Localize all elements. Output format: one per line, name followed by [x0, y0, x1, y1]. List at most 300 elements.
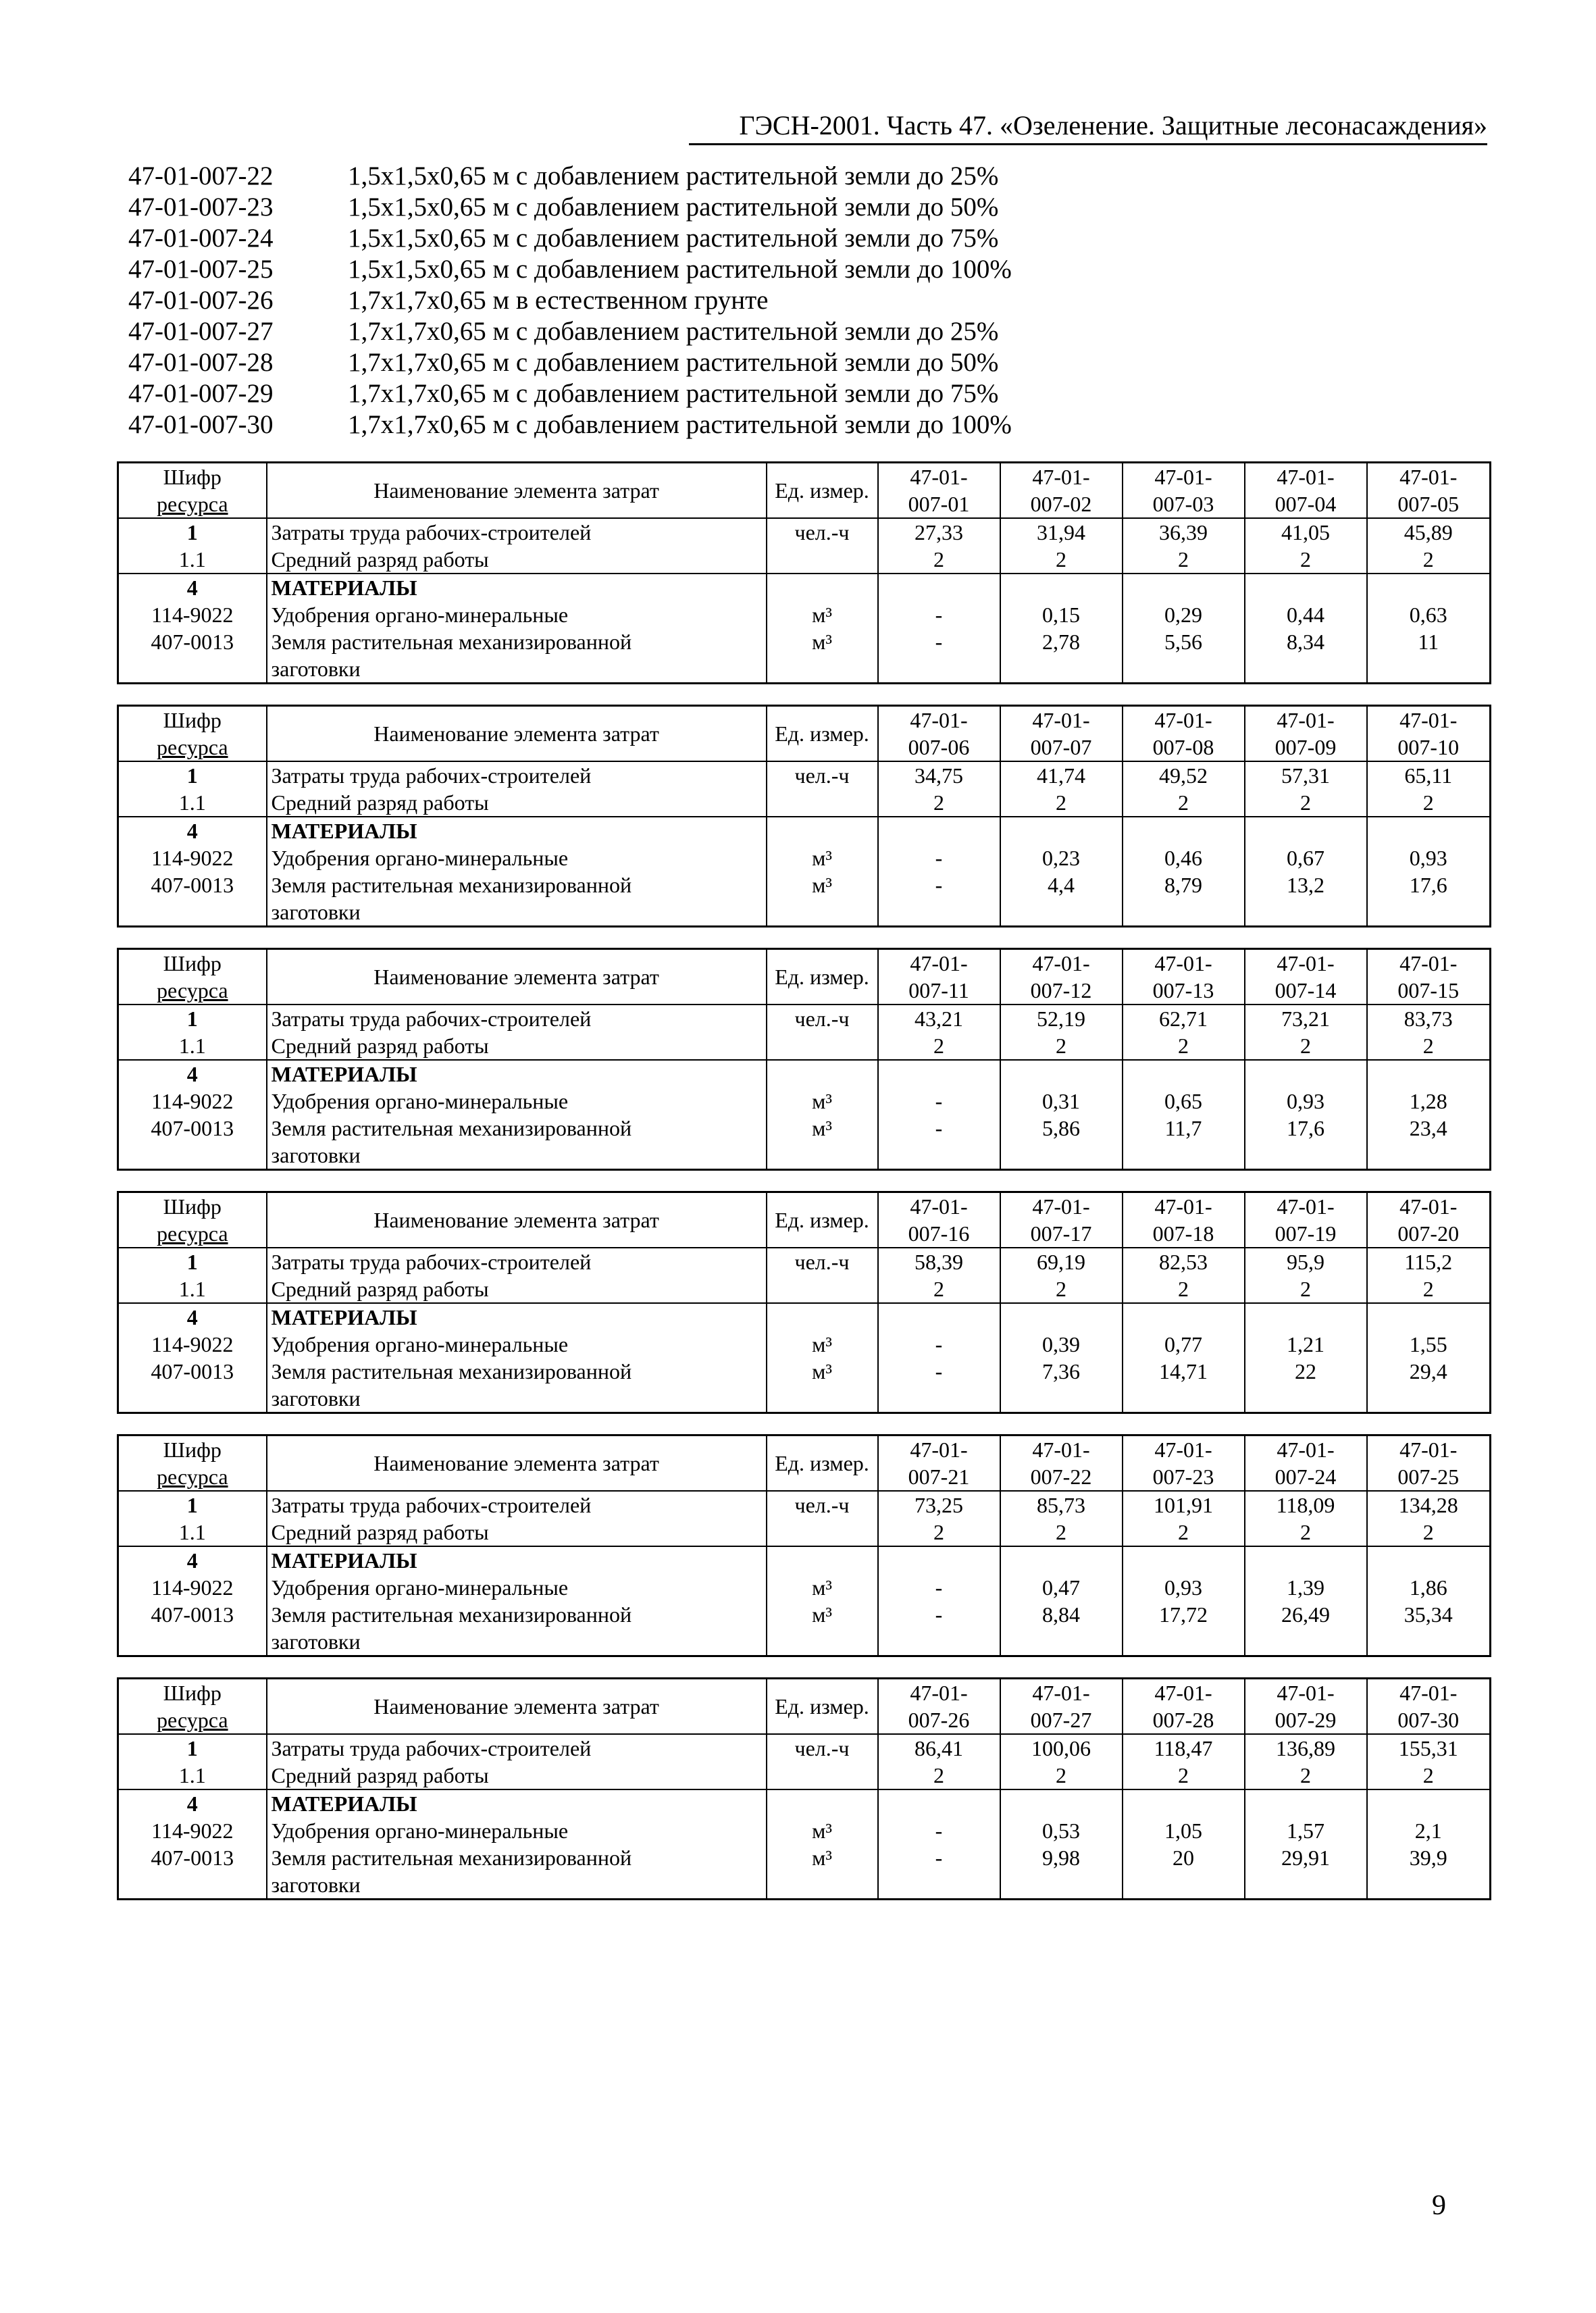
- header-code-line2: ресурса: [156, 1221, 228, 1246]
- resource-code-cell: [118, 898, 267, 927]
- unit-cell: [767, 1546, 878, 1574]
- value-cell: [1367, 574, 1491, 601]
- header-norm-code: [1123, 463, 1245, 519]
- norm-code-line2: 007-29: [1275, 1708, 1337, 1732]
- value-cell: 2: [1000, 546, 1123, 574]
- cost-name-cell: Затраты труда рабочих-строителей: [267, 1491, 767, 1519]
- value-cell: [1367, 817, 1491, 844]
- value-cell: -: [878, 1331, 1000, 1358]
- cost-table: [117, 705, 1491, 927]
- unit-cell: чел.-ч: [767, 761, 878, 789]
- intro-list: [128, 161, 1012, 440]
- value-cell: 14,71: [1123, 1358, 1245, 1385]
- norm-code-line2: 007-06: [908, 735, 970, 759]
- value-cell: 2: [1367, 1762, 1491, 1789]
- unit-cell: чел.-ч: [767, 1734, 878, 1762]
- resource-code-cell: 1.1: [118, 1519, 267, 1546]
- value-cell: [1245, 1628, 1367, 1656]
- value-cell: [878, 1142, 1000, 1170]
- value-cell: 0,46: [1123, 844, 1245, 871]
- norm-code-line1: 47-01-: [1277, 1438, 1335, 1462]
- norm-code-line1: 47-01-: [1399, 708, 1458, 732]
- value-cell: [878, 1385, 1000, 1413]
- norm-code-line2: 007-02: [1030, 492, 1092, 516]
- value-cell: -: [878, 1817, 1000, 1844]
- value-cell: 1,57: [1245, 1817, 1367, 1844]
- value-cell: [878, 1546, 1000, 1574]
- value-cell: 7,36: [1000, 1358, 1123, 1385]
- value-cell: 0,47: [1000, 1574, 1123, 1601]
- value-cell: 11,7: [1123, 1115, 1245, 1142]
- value-cell: [1367, 898, 1491, 927]
- header-code-line2: ресурса: [156, 1708, 228, 1732]
- resource-code-cell: [118, 655, 267, 684]
- value-cell: 100,06: [1000, 1734, 1123, 1762]
- value-cell: 39,9: [1367, 1844, 1491, 1871]
- unit-cell: [767, 1519, 878, 1546]
- unit-cell: [767, 1871, 878, 1900]
- value-cell: 49,52: [1123, 761, 1245, 789]
- norm-code-line2: 007-17: [1030, 1221, 1092, 1246]
- norm-code-line2: 007-27: [1030, 1708, 1092, 1732]
- header-code-line1: Шифр: [163, 1438, 222, 1462]
- value-cell: 0,23: [1000, 844, 1123, 871]
- norm-code-line2: 007-28: [1152, 1708, 1214, 1732]
- value-cell: [878, 817, 1000, 844]
- norm-code-line1: 47-01-: [1154, 1681, 1212, 1705]
- value-cell: [878, 898, 1000, 927]
- table-row-materials: [118, 574, 1491, 601]
- intro-item: [128, 347, 1012, 378]
- header-cost-name: Наименование элемента затрат: [267, 949, 767, 1005]
- value-cell: 0,65: [1123, 1088, 1245, 1115]
- intro-code: 47-01-007-28: [128, 348, 274, 377]
- unit-cell: м³: [767, 1817, 878, 1844]
- value-cell: 41,74: [1000, 761, 1123, 789]
- resource-code-cell: 4: [118, 817, 267, 844]
- norm-code-line1: 47-01-: [910, 1438, 968, 1462]
- cost-name-cell: заготовки: [267, 655, 767, 684]
- cost-name-cell: Удобрения органо-минеральные: [267, 1088, 767, 1115]
- intro-text: 1,5x1,5x0,65 м с добавлением растительной земли до 75%: [348, 224, 999, 253]
- value-cell: [1367, 1385, 1491, 1413]
- value-cell: [1000, 1142, 1123, 1170]
- table-row-labor: [118, 761, 1491, 789]
- resource-code-cell: 114-9022: [118, 1331, 267, 1358]
- value-cell: [1000, 1060, 1123, 1088]
- unit-cell: м³: [767, 601, 878, 628]
- value-cell: 11: [1367, 628, 1491, 655]
- norm-code-line2: 007-07: [1030, 735, 1092, 759]
- value-cell: [1367, 1628, 1491, 1656]
- value-cell: 27,33: [878, 518, 1000, 546]
- value-cell: [1245, 817, 1367, 844]
- norm-code-line2: 007-14: [1275, 978, 1337, 1002]
- value-cell: [878, 1060, 1000, 1088]
- resource-code-cell: 4: [118, 1789, 267, 1817]
- value-cell: [878, 1871, 1000, 1900]
- value-cell: [1123, 1303, 1245, 1331]
- header-norm-code: [878, 1192, 1000, 1248]
- cost-name-cell: Средний разряд работы: [267, 1762, 767, 1789]
- header-norm-code: [1245, 1435, 1367, 1492]
- value-cell: 26,49: [1245, 1601, 1367, 1628]
- norm-code-line2: 007-24: [1275, 1465, 1337, 1489]
- norm-code-line2: 007-22: [1030, 1465, 1092, 1489]
- cost-name-cell: Затраты труда рабочих-строителей: [267, 1005, 767, 1032]
- header-norm-code: [878, 463, 1000, 519]
- value-cell: 2: [878, 1519, 1000, 1546]
- header-norm-code: [1367, 1435, 1491, 1492]
- unit-cell: [767, 817, 878, 844]
- value-cell: 86,41: [878, 1734, 1000, 1762]
- table-row-soil-cont: [118, 1628, 1491, 1656]
- norm-code-line2: 007-03: [1152, 492, 1214, 516]
- table-row-grade: [118, 1275, 1491, 1303]
- table-header-row: [118, 706, 1491, 762]
- table-row-labor: [118, 1491, 1491, 1519]
- cost-name-cell: заготовки: [267, 898, 767, 927]
- value-cell: -: [878, 1601, 1000, 1628]
- value-cell: 65,11: [1367, 761, 1491, 789]
- value-cell: 17,6: [1367, 871, 1491, 898]
- header-cost-name: Наименование элемента затрат: [267, 1679, 767, 1735]
- value-cell: [1123, 1871, 1245, 1900]
- value-cell: 1,21: [1245, 1331, 1367, 1358]
- table-row-fertilizer: [118, 1817, 1491, 1844]
- header-norm-code: [1367, 949, 1491, 1005]
- resource-code-cell: [118, 1385, 267, 1413]
- unit-cell: чел.-ч: [767, 1248, 878, 1275]
- unit-cell: [767, 655, 878, 684]
- value-cell: -: [878, 601, 1000, 628]
- value-cell: 0,63: [1367, 601, 1491, 628]
- header-norm-code: [1123, 1435, 1245, 1492]
- value-cell: [1123, 898, 1245, 927]
- value-cell: 23,4: [1367, 1115, 1491, 1142]
- unit-cell: [767, 574, 878, 601]
- value-cell: 115,2: [1367, 1248, 1491, 1275]
- cost-name-cell: Средний разряд работы: [267, 1032, 767, 1060]
- norm-code-line2: 007-23: [1152, 1465, 1214, 1489]
- value-cell: 73,25: [878, 1491, 1000, 1519]
- table-row-soil: [118, 628, 1491, 655]
- table-row-soil-cont: [118, 1385, 1491, 1413]
- value-cell: [1123, 574, 1245, 601]
- resource-code-cell: 407-0013: [118, 871, 267, 898]
- value-cell: [1000, 655, 1123, 684]
- value-cell: 0,31: [1000, 1088, 1123, 1115]
- norm-code-line1: 47-01-: [1154, 708, 1212, 732]
- norm-code-line1: 47-01-: [1399, 1438, 1458, 1462]
- value-cell: 8,34: [1245, 628, 1367, 655]
- norm-code-line1: 47-01-: [1399, 1681, 1458, 1705]
- value-cell: 0,29: [1123, 601, 1245, 628]
- unit-cell: м³: [767, 1088, 878, 1115]
- value-cell: [1367, 1871, 1491, 1900]
- value-cell: [1123, 1142, 1245, 1170]
- value-cell: 2: [1245, 1032, 1367, 1060]
- unit-cell: [767, 1032, 878, 1060]
- unit-cell: [767, 789, 878, 817]
- resource-code-cell: 1: [118, 518, 267, 546]
- header-norm-code: [1367, 1679, 1491, 1735]
- value-cell: 2: [878, 546, 1000, 574]
- table-row-soil-cont: [118, 655, 1491, 684]
- unit-cell: м³: [767, 1844, 878, 1871]
- header-norm-code: [1245, 463, 1367, 519]
- header-norm-code: [1367, 1192, 1491, 1248]
- unit-cell: м³: [767, 628, 878, 655]
- value-cell: 2: [1245, 546, 1367, 574]
- unit-cell: м³: [767, 1358, 878, 1385]
- intro-code: 47-01-007-27: [128, 317, 274, 346]
- unit-cell: [767, 1789, 878, 1817]
- intro-code: 47-01-007-26: [128, 286, 274, 315]
- intro-text: 1,7x1,7x0,65 м с добавлением растительной земли до 100%: [348, 410, 1012, 439]
- value-cell: 73,21: [1245, 1005, 1367, 1032]
- intro-text: 1,5x1,5x0,65 м с добавлением растительной земли до 50%: [348, 193, 999, 222]
- value-cell: 1,86: [1367, 1574, 1491, 1601]
- table-row-grade: [118, 1519, 1491, 1546]
- value-cell: [1123, 655, 1245, 684]
- unit-cell: [767, 1060, 878, 1088]
- value-cell: 5,56: [1123, 628, 1245, 655]
- value-cell: 13,2: [1245, 871, 1367, 898]
- header-cost-name: Наименование элемента затрат: [267, 1192, 767, 1248]
- header-unit: Ед. измер.: [767, 463, 878, 519]
- header-norm-code: [1000, 1679, 1123, 1735]
- norm-code-line2: 007-21: [908, 1465, 970, 1489]
- norm-code-line1: 47-01-: [1154, 465, 1212, 489]
- norm-code-line1: 47-01-: [1154, 951, 1212, 975]
- table-row-materials: [118, 1303, 1491, 1331]
- norm-code-line2: 007-12: [1030, 978, 1092, 1002]
- value-cell: [1123, 1385, 1245, 1413]
- header-norm-code: [1245, 949, 1367, 1005]
- value-cell: -: [878, 844, 1000, 871]
- value-cell: 2: [1245, 1275, 1367, 1303]
- intro-item: [128, 223, 1012, 254]
- value-cell: 1,05: [1123, 1817, 1245, 1844]
- value-cell: 62,71: [1123, 1005, 1245, 1032]
- intro-text: 1,7x1,7x0,65 м с добавлением растительной земли до 75%: [348, 379, 999, 408]
- value-cell: [1000, 1871, 1123, 1900]
- norm-code-line1: 47-01-: [1277, 708, 1335, 732]
- value-cell: [1000, 1789, 1123, 1817]
- header-norm-code: [878, 1679, 1000, 1735]
- unit-cell: [767, 1303, 878, 1331]
- value-cell: 0,93: [1123, 1574, 1245, 1601]
- value-cell: [1367, 1060, 1491, 1088]
- intro-code: 47-01-007-22: [128, 161, 274, 190]
- value-cell: [878, 655, 1000, 684]
- resource-code-cell: 1: [118, 1005, 267, 1032]
- norm-code-line1: 47-01-: [1154, 1194, 1212, 1219]
- norm-code-line2: 007-26: [908, 1708, 970, 1732]
- norm-code-line2: 007-04: [1275, 492, 1337, 516]
- cost-name-cell: МАТЕРИАЛЫ: [267, 1060, 767, 1088]
- table-row-fertilizer: [118, 1331, 1491, 1358]
- unit-cell: [767, 1762, 878, 1789]
- value-cell: 2: [1367, 1275, 1491, 1303]
- header-resource-code: [118, 1192, 267, 1248]
- value-cell: 9,98: [1000, 1844, 1123, 1871]
- value-cell: [1123, 817, 1245, 844]
- resource-code-cell: 1: [118, 1491, 267, 1519]
- value-cell: 29,4: [1367, 1358, 1491, 1385]
- header-norm-code: [1367, 463, 1491, 519]
- table-row-soil-cont: [118, 898, 1491, 927]
- table-row-materials: [118, 1546, 1491, 1574]
- value-cell: [1367, 1546, 1491, 1574]
- value-cell: 0,15: [1000, 601, 1123, 628]
- table-row-labor: [118, 518, 1491, 546]
- value-cell: 95,9: [1245, 1248, 1367, 1275]
- value-cell: 2: [1000, 789, 1123, 817]
- resource-code-cell: 1.1: [118, 1275, 267, 1303]
- header-code-line1: Шифр: [163, 465, 222, 489]
- header-norm-code: [1245, 706, 1367, 762]
- value-cell: -: [878, 1115, 1000, 1142]
- cost-name-cell: заготовки: [267, 1871, 767, 1900]
- value-cell: [1123, 1789, 1245, 1817]
- value-cell: [1000, 1546, 1123, 1574]
- value-cell: 2: [1367, 1032, 1491, 1060]
- value-cell: 0,44: [1245, 601, 1367, 628]
- value-cell: 2: [1245, 1762, 1367, 1789]
- intro-text: 1,5x1,5x0,65 м с добавлением растительной земли до 100%: [348, 255, 1012, 284]
- cost-name-cell: Земля растительная механизированной: [267, 871, 767, 898]
- value-cell: 17,6: [1245, 1115, 1367, 1142]
- value-cell: [1245, 1546, 1367, 1574]
- value-cell: 35,34: [1367, 1601, 1491, 1628]
- table-row-fertilizer: [118, 1574, 1491, 1601]
- norm-code-line1: 47-01-: [1032, 465, 1090, 489]
- resource-code-cell: 114-9022: [118, 601, 267, 628]
- resource-code-cell: 1: [118, 1734, 267, 1762]
- norm-code-line1: 47-01-: [910, 1681, 968, 1705]
- resource-code-cell: 114-9022: [118, 1088, 267, 1115]
- header-unit: Ед. измер.: [767, 949, 878, 1005]
- value-cell: [1367, 1303, 1491, 1331]
- norm-code-line1: 47-01-: [1399, 1194, 1458, 1219]
- table-row-soil: [118, 1358, 1491, 1385]
- value-cell: 8,79: [1123, 871, 1245, 898]
- value-cell: [1245, 1060, 1367, 1088]
- value-cell: 2: [1123, 546, 1245, 574]
- header-cost-name: Наименование элемента затрат: [267, 706, 767, 762]
- intro-item: [128, 161, 1012, 192]
- resource-code-cell: 4: [118, 1546, 267, 1574]
- norm-code-line1: 47-01-: [910, 465, 968, 489]
- intro-item: [128, 409, 1012, 440]
- cost-name-cell: Удобрения органо-минеральные: [267, 1331, 767, 1358]
- value-cell: [1123, 1546, 1245, 1574]
- resource-code-cell: 407-0013: [118, 1601, 267, 1628]
- value-cell: 2: [1245, 789, 1367, 817]
- norm-code-line2: 007-15: [1397, 978, 1460, 1002]
- cost-name-cell: Земля растительная механизированной: [267, 1844, 767, 1871]
- unit-cell: [767, 1142, 878, 1170]
- resource-code-cell: 407-0013: [118, 1358, 267, 1385]
- resource-code-cell: [118, 1871, 267, 1900]
- value-cell: [878, 1789, 1000, 1817]
- header-unit: Ед. измер.: [767, 706, 878, 762]
- cost-name-cell: заготовки: [267, 1385, 767, 1413]
- cost-name-cell: заготовки: [267, 1628, 767, 1656]
- intro-code: 47-01-007-24: [128, 224, 274, 253]
- header-code-line1: Шифр: [163, 708, 222, 732]
- value-cell: 85,73: [1000, 1491, 1123, 1519]
- value-cell: 43,21: [878, 1005, 1000, 1032]
- cost-name-cell: Затраты труда рабочих-строителей: [267, 518, 767, 546]
- value-cell: 17,72: [1123, 1601, 1245, 1628]
- value-cell: 134,28: [1367, 1491, 1491, 1519]
- header-rule: [689, 143, 1487, 145]
- unit-cell: м³: [767, 844, 878, 871]
- value-cell: 0,39: [1000, 1331, 1123, 1358]
- intro-item: [128, 254, 1012, 285]
- norm-code-line2: 007-30: [1397, 1708, 1460, 1732]
- value-cell: 4,4: [1000, 871, 1123, 898]
- header-norm-code: [878, 1435, 1000, 1492]
- header-norm-code: [1123, 1192, 1245, 1248]
- cost-name-cell: Земля растительная механизированной: [267, 1358, 767, 1385]
- unit-cell: [767, 1385, 878, 1413]
- norm-code-line2: 007-20: [1397, 1221, 1460, 1246]
- value-cell: 136,89: [1245, 1734, 1367, 1762]
- header-resource-code: [118, 706, 267, 762]
- unit-cell: [767, 898, 878, 927]
- value-cell: [1000, 1303, 1123, 1331]
- intro-item: [128, 285, 1012, 316]
- value-cell: 2: [1000, 1032, 1123, 1060]
- table-row-soil-cont: [118, 1871, 1491, 1900]
- norm-code-line1: 47-01-: [1399, 951, 1458, 975]
- norm-code-line1: 47-01-: [1032, 951, 1090, 975]
- header-code-line2: ресурса: [156, 978, 228, 1002]
- header-norm-code: [878, 706, 1000, 762]
- resource-code-cell: 114-9022: [118, 1574, 267, 1601]
- header-norm-code: [1367, 706, 1491, 762]
- cost-table: [117, 948, 1491, 1171]
- value-cell: 57,31: [1245, 761, 1367, 789]
- value-cell: 0,53: [1000, 1817, 1123, 1844]
- resource-code-cell: [118, 1142, 267, 1170]
- value-cell: 8,84: [1000, 1601, 1123, 1628]
- cost-name-cell: Средний разряд работы: [267, 546, 767, 574]
- unit-cell: чел.-ч: [767, 1491, 878, 1519]
- norm-code-line1: 47-01-: [1032, 1194, 1090, 1219]
- norm-code-line2: 007-10: [1397, 735, 1460, 759]
- value-cell: 2: [1367, 546, 1491, 574]
- header-resource-code: [118, 1679, 267, 1735]
- value-cell: [1123, 1628, 1245, 1656]
- value-cell: [1245, 1871, 1367, 1900]
- norm-code-line2: 007-18: [1152, 1221, 1214, 1246]
- norm-code-line1: 47-01-: [1032, 708, 1090, 732]
- value-cell: -: [878, 1844, 1000, 1871]
- resource-code-cell: 1.1: [118, 546, 267, 574]
- table-row-fertilizer: [118, 1088, 1491, 1115]
- header-code-line2: ресурса: [156, 1465, 228, 1489]
- resource-code-cell: 4: [118, 1303, 267, 1331]
- page-number: 9: [1432, 2190, 1446, 2221]
- value-cell: 155,31: [1367, 1734, 1491, 1762]
- header-norm-code: [1000, 463, 1123, 519]
- cost-name-cell: МАТЕРИАЛЫ: [267, 817, 767, 844]
